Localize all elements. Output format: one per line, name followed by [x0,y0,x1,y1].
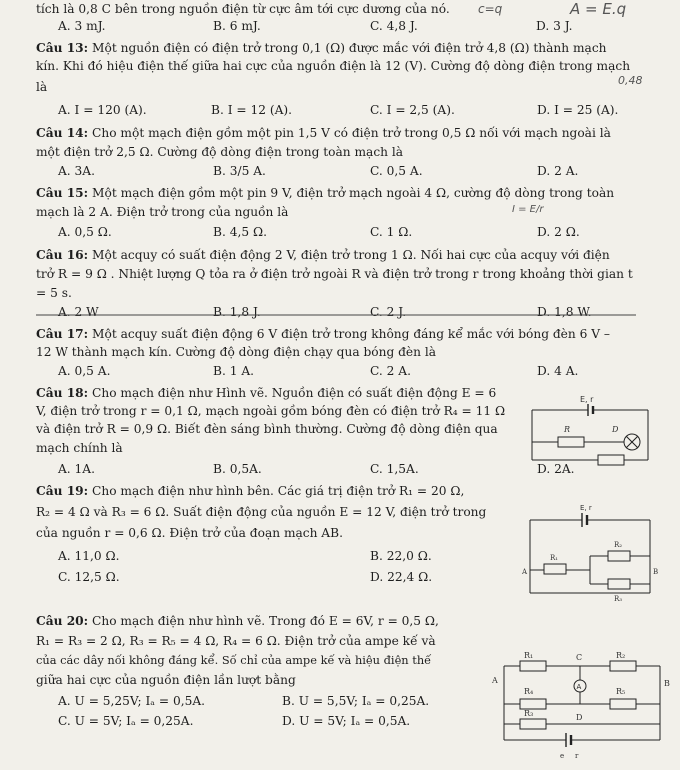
q19-text-1: Cho mạch điện như hình bên. Các giá trị điện trở R₁ = 20 Ω, [92,484,465,498]
q15-option-c[interactable]: C. 1 Ω. [370,225,413,239]
q13-label: Câu 13: [36,41,89,55]
q12-tail: tích là 0,8 C bên trong nguồn điện từ cực âm tới cực dương của nó. [36,2,450,16]
q12-option-a[interactable]: A. 3 mJ. [58,19,106,33]
q20-circuit-diagram [484,638,674,766]
q19-label: Câu 19: [36,484,89,498]
q18-line-1 [36,386,496,401]
q15-option-d[interactable]: D. 2 Ω. [537,225,580,239]
q14-option-b[interactable]: B. 3/5 A. [213,164,266,178]
q20-resistor-r4 [520,699,546,709]
q19-option-a[interactable]: A. 11,0 Ω. [58,549,120,563]
q15-option-a[interactable]: A. 0,5 Ω. [58,225,112,239]
q15-line-1 [36,186,614,201]
q14-option-d[interactable]: D. 2 A. [537,164,579,178]
q18-option-b[interactable]: B. 0,5A. [213,462,262,476]
q18-line-2: V, điện trở trong r = 0,1 Ω, mạch ngoài gồm bóng đèn có điện trở R₄ = 11 Ω [36,404,506,418]
q12-option-c[interactable]: C. 4,8 J. [370,19,418,33]
q19-resistor-r3 [608,579,630,589]
q20-resistor-r2 [610,661,636,671]
q17-option-c[interactable]: C. 2 A. [370,364,411,378]
q18-option-a[interactable]: A. 1A. [58,462,95,476]
q20-fig-r-label: r [575,752,579,760]
q20-option-d[interactable]: D. U = 5V; Iₐ = 0,5A. [282,714,411,728]
q18-fig-source-label: E, r [580,395,594,404]
q19-fig-a-label: A [522,568,528,576]
q19-line-3: của nguồn r = 0,6 Ω. Điện trở của đoạn mạch AB. [36,526,343,540]
q19-fig-b-label: B [653,568,659,576]
q13-text-1: Một nguồn điện có điện trở trong 0,1 (Ω) được mắc với điện trở 4,8 (Ω) thành mạch [92,41,607,55]
q14-line-2: một điện trở 2,5 Ω. Cường độ dòng điện trong toàn mạch là [36,145,404,159]
q19-option-c[interactable]: C. 12,5 Ω. [58,570,120,584]
q15-line-2: mạch là 2 A. Điện trở trong của nguồn là [36,205,289,219]
q18-resistor-bottom [598,455,624,465]
q14-line-1 [36,126,611,141]
q13-line-2: kín. Khi đó hiệu điện thế giữa hai cực của nguồn điện là 12 (V). Cường độ dòng điện trong mạch [36,59,631,73]
q19-circuit-diagram [510,498,660,616]
q12-handnote-2: A = E.q [570,0,627,18]
q17-label: Câu 17: [36,327,89,341]
q17-option-a[interactable]: A. 0,5 A. [58,364,111,378]
q12-option-d[interactable]: D. 3 J. [536,19,573,33]
q14-option-a[interactable]: A. 3A. [58,164,95,178]
q15-text-1: Một mạch điện gồm một pin 9 V, điện trở mạch ngoài 4 Ω, cường độ dòng trong toàn [92,186,615,200]
strike-line [36,313,636,317]
q13-option-c[interactable]: C. I = 2,5 (A). [370,103,455,117]
q20-line-1 [36,614,439,629]
q19-option-b[interactable]: B. 22,0 Ω. [370,549,432,563]
q20-fig-r3-label: R₃ [524,709,534,718]
q16-line-1 [36,248,610,263]
q18-text-1: Cho mạch điện như Hình vẽ. Nguồn điện có suất điện động E = 6 [92,386,497,400]
q17-option-d[interactable]: D. 4 A. [537,364,579,378]
q13-option-b[interactable]: B. I = 12 (A). [211,103,293,117]
q19-resistor-r1 [544,564,566,574]
q13-line-3: là [36,80,48,94]
q19-resistor-r2 [608,551,630,561]
q20-fig-a-label: A [492,676,498,685]
q13-handnote: 0,48 [618,74,643,87]
q18-option-c[interactable]: C. 1,5A. [370,462,419,476]
q20-fig-r5-label: R₅ [616,687,626,696]
q17-line-1 [36,327,610,342]
q20-fig-r4-label: R₄ [524,687,534,696]
q13-option-d[interactable]: D. I = 25 (A). [537,103,619,117]
q19-line-1 [36,484,464,499]
q20-fig-d-label: D [576,713,583,722]
q15-label: Câu 15: [36,186,89,200]
q20-fig-b-label: B [664,679,670,688]
q20-option-a[interactable]: A. U = 5,25V; Iₐ = 0,5A. [58,694,206,708]
q20-resistor-r1 [520,661,546,671]
q19-option-d[interactable]: D. 22,4 Ω. [370,570,433,584]
q15-handnote: I = E/r [512,204,544,215]
q18-fig-d-label: D [612,425,619,434]
q18-line-3: và điện trở R = 0,9 Ω. Biết đèn sáng bình thường. Cường độ dòng điện qua [36,422,498,436]
q15-option-b[interactable]: B. 4,5 Ω. [213,225,267,239]
q20-line-4: giữa hai cực của nguồn điện lần lượt bằng [36,673,296,687]
q17-option-b[interactable]: B. 1 A. [213,364,255,378]
q20-fig-r2-label: R₂ [616,651,626,660]
q20-fig-ammeter-label: A [576,683,582,691]
q16-option-c[interactable]: C. 2 J. [370,305,407,319]
q20-option-b[interactable]: B. U = 5,5V; Iₐ = 0,25A. [282,694,430,708]
q20-text-1: Cho mạch điện như hình vẽ. Trong đó E = 6V, r = 0,5 Ω, [92,614,439,628]
q12-handnote-1: c=q [478,2,503,16]
q20-line-3: của các dây nối không đáng kể. Số chỉ của ampe kế và hiệu điện thế [36,653,432,667]
q20-fig-e-label: e [560,752,565,760]
q19-fig-r1-label: R₁ [550,554,559,562]
q18-label: Câu 18: [36,386,89,400]
q20-option-c[interactable]: C. U = 5V; Iₐ = 0,25A. [58,714,194,728]
q18-circuit-diagram [528,392,658,470]
q16-line-3: = 5 s. [36,286,72,300]
q14-text-1: Cho một mạch điện gồm một pin 1,5 V có điện trở trong 0,5 Ω nối với mạch ngoài là [92,126,611,140]
q18-fig-r-label: R [564,425,571,434]
q13-line-1 [36,41,607,56]
q17-line-2: 12 W thành mạch kín. Cường độ dòng điện chạy qua bóng đèn là [36,345,437,359]
q20-label: Câu 20: [36,614,89,628]
q16-text-1: Một acquy có suất điện động 2 V, điện trở trong 1 Ω. Nối hai cực của acquy với điện [92,248,610,262]
q16-label: Câu 16: [36,248,89,262]
q16-option-d[interactable]: D. 1,8 W. [537,305,592,319]
q16-option-b[interactable]: B. 1,8 J. [213,305,261,319]
q20-fig-c-label: C [576,653,583,662]
q16-option-a[interactable]: A. 2 W [58,305,99,319]
q20-fig-r1-label: R₁ [524,651,534,660]
q19-fig-r2-label: R₂ [614,541,623,549]
q20-line-2: R₁ = R₃ = 2 Ω, R₃ = R₅ = 4 Ω, R₄ = 6 Ω. Điện trở của ampe kế và [36,634,436,648]
q16-line-2: trở R = 9 Ω . Nhiệt lượng Q tỏa ra ở điện trở ngoài R và điện trở trong r trong khoảng thời gian t [36,267,633,281]
q13-option-a[interactable]: A. I = 120 (A). [58,103,147,117]
q14-label: Câu 14: [36,126,89,140]
q19-line-2: R₂ = 4 Ω và R₃ = 6 Ω. Suất điện động của nguồn E = 12 V, điện trở trong [36,505,487,519]
q19-fig-source-label: E, r [580,504,592,512]
q20-resistor-r3 [520,719,546,729]
q20-resistor-r5 [610,699,636,709]
q18-option-d[interactable]: D. 2A. [537,462,575,476]
q19-fig-r3-label: R₃ [614,595,623,603]
q14-option-c[interactable]: C. 0,5 A. [370,164,423,178]
q12-option-b[interactable]: B. 6 mJ. [213,19,261,33]
q17-text-1: Một acquy suất điện động 6 V điện trở trong không đáng kể mắc với bóng đèn 6 V – [92,327,611,341]
q18-resistor-r [558,437,584,447]
q18-line-4: mạch chính là [36,441,123,455]
